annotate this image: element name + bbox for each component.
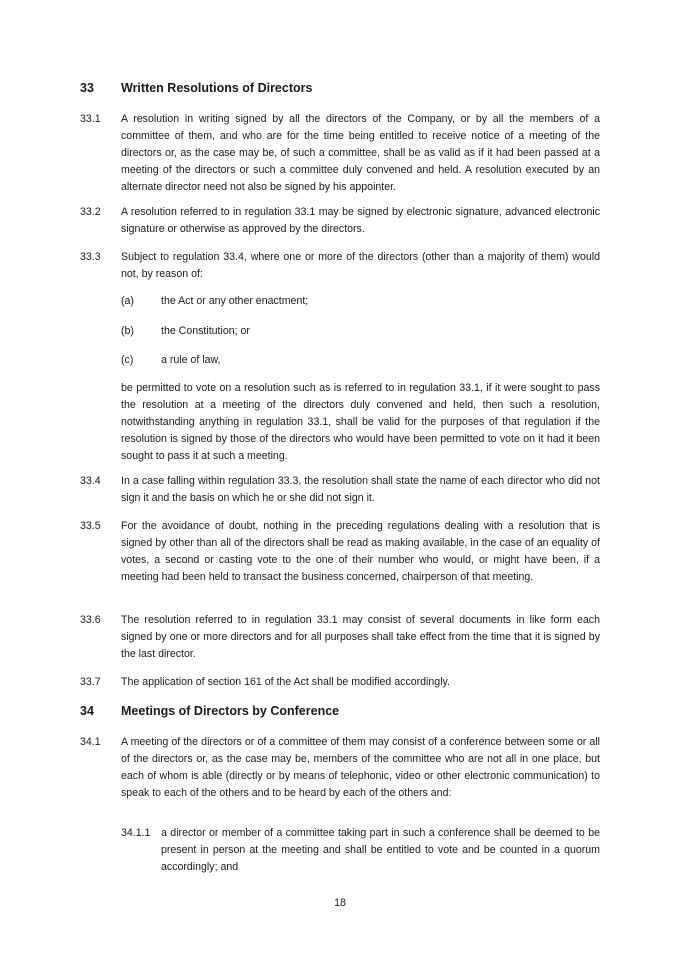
clause-number: 33.1 — [80, 113, 101, 125]
clause-text: For the avoidance of doubt, nothing in the preceding regulations dealing with a resolution that is signed by other than all of the directors shall be read as making available, in the case of an equality of votes, a second or casting vote to the one of their number who would, or might have been, if a meeting had been held to transact the business concerned, chairperson of that meeting. — [121, 520, 600, 584]
clause-33-5 — [80, 518, 600, 586]
list-item-text: the Constitution; or — [161, 325, 250, 337]
list-item-text: a rule of law, — [161, 354, 221, 366]
clause-number: 34.1 — [80, 736, 101, 748]
clause-text: A meeting of the directors or of a committee of them may consist of a conference between some or all of the directors or, as the case may be, members of the committee who are not all in one place, but each of whom is able (directly or by means of telephonic, video or other electronic communication) to speak to each of the others and to be heard by each of the others and: — [121, 736, 600, 800]
clause-number: 33.6 — [80, 614, 101, 626]
subclause-34-1-1 — [121, 825, 600, 876]
clause-number: 33.5 — [80, 520, 101, 532]
clause-34-1 — [80, 734, 600, 802]
page-number: 18 — [334, 897, 346, 909]
section-number: 33 — [80, 81, 94, 95]
clause-text: The application of section 161 of the Act shall be modified accordingly. — [121, 676, 450, 688]
clause-text: In a case falling within regulation 33.3, the resolution shall state the name of each director who did not sign it and the basis on which he or she did not sign it. — [121, 475, 600, 505]
clause-33-3-continuation: be permitted to vote on a resolution such as is referred to in regulation 33.1, if it were sought to pass the resolution at a meeting of the directors duly convened and held, then such a resolution, notwithstanding anything in regulation 33.1, shall be valid for the purposes of that regulation if the resolution is signed by those of the directors who would have been permitted to vote on it had it been sought to pass it at such a meeting. — [121, 382, 600, 463]
list-item-label: (a) — [121, 295, 134, 307]
list-item-label: (c) — [121, 354, 134, 366]
clause-33-3 — [80, 249, 600, 283]
clause-text: The resolution referred to in regulation 33.1 may consist of several documents in like form each signed by one or more directors and for all purposes shall take effect from the time that it is signed by the last director. — [121, 614, 600, 661]
clause-number: 33.3 — [80, 251, 101, 263]
section-number: 34 — [80, 704, 94, 718]
clause-number: 33.2 — [80, 206, 101, 218]
clause-33-2 — [80, 204, 600, 238]
clause-33-7 — [80, 674, 600, 691]
section-title: Written Resolutions of Directors — [121, 81, 313, 95]
clause-text: Subject to regulation 33.4, where one or more of the directors (other than a majority of them) would not, by reason of: — [121, 251, 600, 281]
clause-text: A resolution in writing signed by all the directors of the Company, or by all the members of a committee of them, and who are for the time being entitled to receive notice of a meeting of the directors or, as the case may be, of such a committee, shall be as valid as if it had been passed at a meeting of the directors or such a committee duly convened and held. A resolution executed by an alternate director need not also be signed by his appointer. — [121, 113, 600, 194]
section-title: Meetings of Directors by Conference — [121, 704, 340, 718]
clause-text: A resolution referred to in regulation 33.1 may be signed by electronic signature, advanced electronic signature or otherwise as approved by the directors. — [121, 206, 600, 236]
list-item-label: (b) — [121, 325, 134, 337]
subclause-text: a director or member of a committee taking part in such a conference shall be deemed to be present in person at the meeting and shall be entitled to vote and be counted in a quorum accordingly; and — [161, 827, 600, 874]
clause-33-1 — [80, 111, 600, 196]
clause-number: 33.7 — [80, 676, 101, 688]
clause-number: 33.4 — [80, 475, 101, 487]
subclause-number: 34.1.1 — [121, 827, 151, 839]
list-item-text: the Act or any other enactment; — [161, 295, 309, 307]
clause-33-6 — [80, 612, 600, 663]
clause-33-4 — [80, 473, 600, 507]
